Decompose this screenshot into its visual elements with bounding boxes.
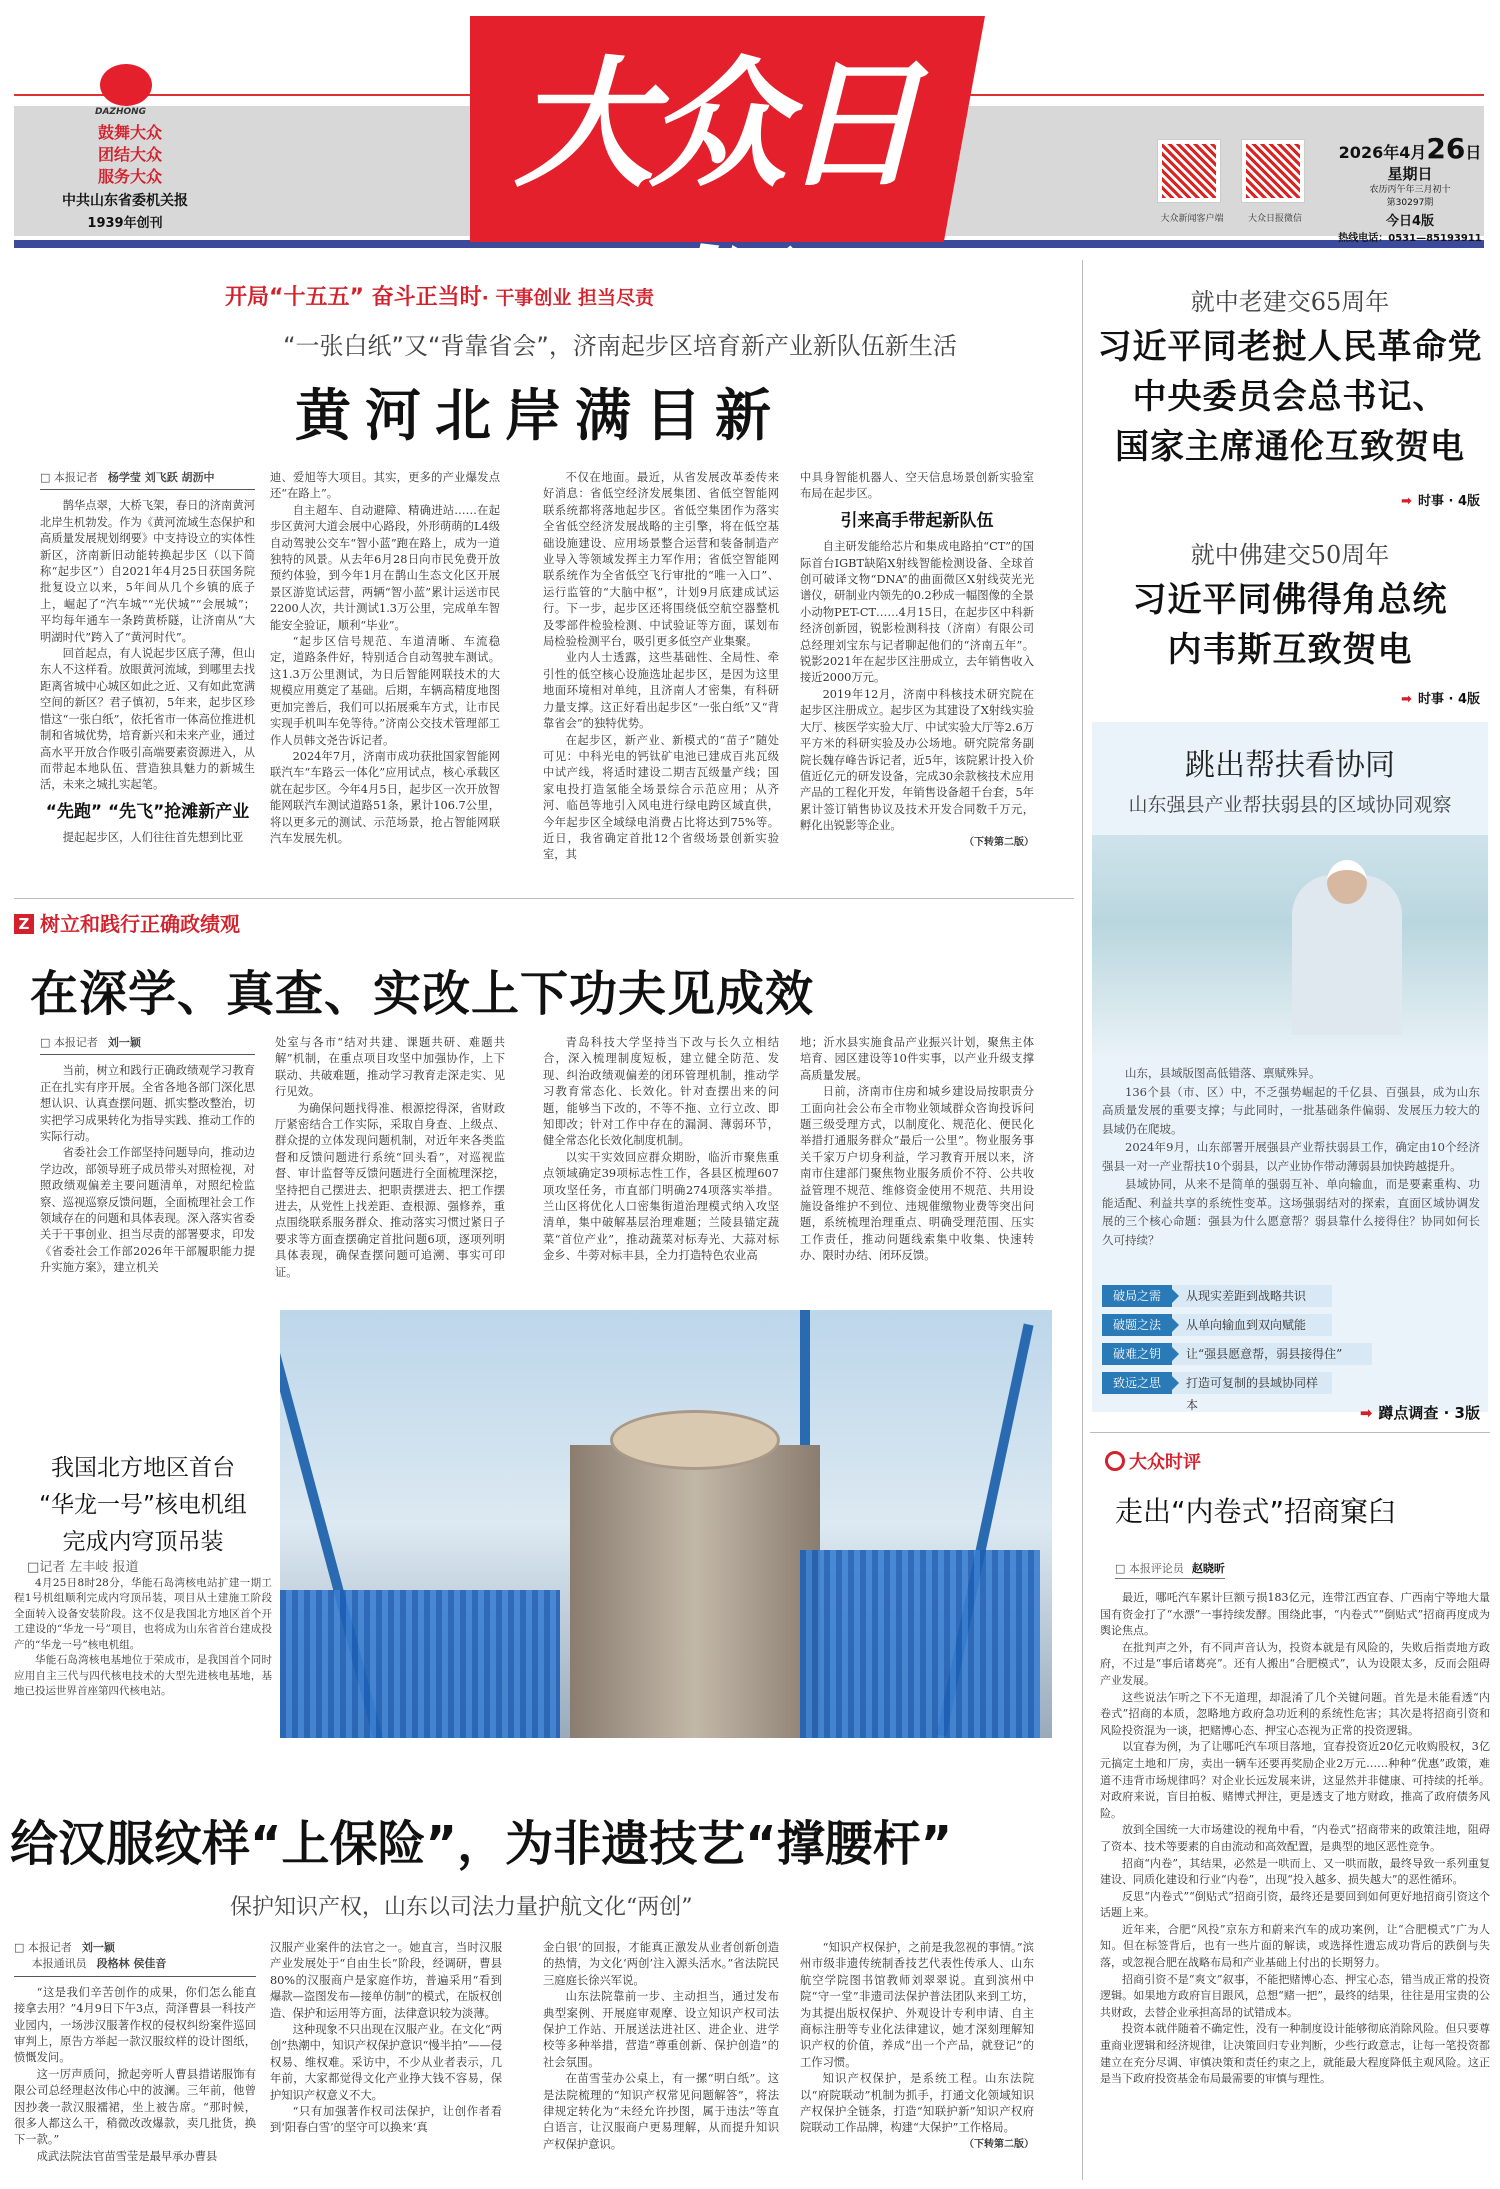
clock-icon	[1105, 1451, 1125, 1471]
feature-title[interactable]: 跳出帮扶看协同	[1185, 748, 1395, 783]
feature-text	[1102, 1064, 1480, 1249]
paragraph: “只有加强著作权司法保护，让创作者看到‘阳春白雪’的坚守可以换来‘真	[270, 2105, 502, 2135]
paragraph: 最近，哪吒汽车累计巨额亏损183亿元，连带江西宜春、广西南宁等地大量国有资金打了“水漂”一事持续发酵。围绕此事，“内卷式”“倒贴式”招商再度成为舆论焦点。	[1100, 1591, 1490, 1638]
commentary-byline: □ 本报评论员 赵晓昕	[1115, 1560, 1225, 1579]
reactor-dome	[610, 1410, 780, 1470]
lead-column-3	[543, 470, 779, 890]
paragraph: “这是我们辛苦创作的成果，你们怎么能直接拿去用？”4月9日下午3点，菏泽曹县一科技产业园内，一场涉汉服著作权的侵权纠纷案件巡回审判上，原告方举起一款汉服纹样的设计图纸，愤慨发问。	[14, 1985, 256, 2065]
paragraph: 业内人士透露，这些基础性、全局性、牵引性的低空核心设施选址起步区，是因为这里地面环境相对单纯，且济南人才密集，有科研力量支撑。这正好看出起步区“一张白纸”又“背靠省会”的独特优势。	[543, 651, 779, 731]
paragraph: 青岛科技大学坚持当下改与长久立相结合，深入梳理制度短板，建立健全防范、发现、纠治政绩观偏差的闭环管理机制，推动学习教育常态化、长效化。针对查摆出来的问题，能够当下改的，不等不拖、立行立改、即知即改；针对工作中存在的漏洞、薄弱环节，健全常态化长效化制度机制。	[543, 1036, 779, 1148]
paragraph: 县域协同，从来不是简单的强弱互补、单向输血，而是要素重构、功能适配、利益共享的系统性变革。这场强弱结对的探索，直面区域协调发展的三个核心命题：强县为什么愿意帮？弱县靠什么接得住？协同如何长久可持续？	[1102, 1177, 1480, 1247]
nuclear-article	[14, 1560, 272, 1700]
paragraph: 山东法院靠前一步、主动担当，通过发布典型案例、开展庭审观摩、设立知识产权司法保护工作站、开展送法进社区、进企业、进学校等多种举措，营造“尊重创新、保护创造”的社会氛围。	[543, 1990, 779, 2069]
slogan-2: 团结大众	[97, 145, 162, 164]
story1-jump-link[interactable]: ➡ 时事 · 4版	[1401, 494, 1480, 509]
paragraph: 2019年12月，济南中科核技术研究院在起步区注册成立。起步区为其建设了X射线实验大厅、核医学实验大厅、中试实验大厅等2.6万平方米的科研实验及办公场地。研究院常务副院长魏存峰告诉记者，近5年，该院累计投入价值近亿元的研发设备，完成30余款核技术应用产品的工程化开发，年销售设备超千台套，5年累计签订销售协议及技术开发合同数千万元，孵化出锐影等企业。	[800, 687, 1034, 833]
dateline	[1330, 132, 1490, 244]
lead-column-4	[800, 470, 1034, 890]
tag-value: 从现实差距到战略共识	[1172, 1285, 1332, 1307]
tag-key: 破局之需	[1102, 1285, 1172, 1307]
commentary-title[interactable]: 走出“内卷式”招商窠臼	[1115, 1495, 1397, 1528]
paragraph: 以实干实效回应群众期盼，临沂市聚焦重点领域确定39项标志性工作，各县区梳理607项攻坚任务，市直部门明确274项落实举措。兰山区将优化人口密集街道治理模式纳入攻坚清单，集中破解基层治理难题；兰陵县锚定蔬菜“首位产业”，推动蔬菜对标寿光、大蒜对标金乡、牛蒡对标丰县，全力打造特色农业高	[543, 1150, 779, 1263]
column-divider	[1082, 260, 1083, 2180]
arrow-right-icon: ➡	[1401, 494, 1412, 509]
section3-column-1	[14, 1940, 256, 2180]
paragraph: 招商“内卷”，其结果，必然是一哄而上、又一哄而散，最终导致一系列重复建设、同质化建设和行业“内卷”，出现“投入越多、损失越大”的恶性循环。	[1100, 1856, 1490, 1887]
paragraph: 近年来，合肥“风投”京东方和蔚来汽车的成功案例，让“合肥模式”广为人知。但在标签背后，也有一些片面的解读，或选择性遗忘成功背后的跌倒与失落，或忽视合肥在战略布局和产业基础上付出的长期努力。	[1100, 1922, 1490, 1970]
paragraph: 在起步区，新产业、新模式的“苗子”随处可见：中科光电的钙钛矿电池已建成百兆瓦级中试产线，将适时建设二期吉瓦级量产线；国家电投打造氢能全场景综合示范应用；从齐河、临邑等地引入风电进行绿电跨区域直供，今年起步区全域绿电消费占比将达到75%等。近日，我省确定首批12个省级场景创新实验室，其	[543, 733, 779, 862]
paragraph: 鹊华点翠，大桥飞架，春日的济南黄河北岸生机勃发。作为《黄河流域生态保护和高质量发展规划纲要》中支持设立的实体性新区，济南新旧动能转换起步区（以下简称“起步区”）自2021年4月25日获国务院批复设立以来，5年间从几个乡镇的底子上，崛起了“汽车城”“光伏城”“会展城”；平均每年通车一条跨黄桥隧，让济南从“大明湖时代”跨入了“黄河时代”。	[40, 499, 255, 644]
story2-jump-link[interactable]: ➡ 时事 · 4版	[1401, 692, 1480, 707]
slogan-3: 服务大众	[97, 167, 162, 186]
feature-tag-row	[1102, 1343, 1372, 1365]
qr-label-wechat: 大众日报微信	[1247, 214, 1302, 224]
paragraph: 投资本就伴随着不确定性，没有一种制度设计能够彻底消除风险。但只要尊重商业逻辑和经济规律，让决策回归专业判断，少些行政意志，让每一笔投资都建立在充分尽调、审慎决策和责任约束之上，就能最大程度降低主观风险。这正是当下政府投资基金布局最需要的审慎与理性。	[1100, 2022, 1490, 2086]
paragraph: 自主超车、自动避障、精确进站……在起步区黄河大道会展中心路段，外形萌萌的L4级自动驾驶公交车“智小蓝”跑在路上，成为一道独特的风景。从去年6月28日向市民免费开放预约体验，到今年1月在鹊山生态文化区开展景区游览试运营，两辆“智小蓝”累计运送市民2200人次，共计测试1.3万公里，完成单车智能安全验证，顺利“毕业”。	[270, 503, 500, 632]
section3-column-2	[270, 1940, 502, 2180]
paragraph: 放到全国统一大市场建设的视角中看，“内卷式”招商带来的政策洼地，阻碍了资本、技术等要素的自由流动和高效配置，是典型的地区恶性竞争。	[1100, 1823, 1490, 1853]
paragraph: 当前，树立和践行正确政绩观学习教育正在扎实有序开展。全省各地各部门深化思想认识、认真查摆问题、抓实整改整治，切实把学习成果转化为指导实践、推动工作的实际行动。	[40, 1064, 255, 1144]
section3-subhead: 保护知识产权，山东以司法力量护航文化“两创”	[230, 1895, 693, 1920]
paragraph: 不仅在地面。最近，从省发展改革委传来好消息：省低空经济发展集团、省低空智能网联系统都将落地起步区。省低空集团作为落实全省低空经济发展战略的主引擎，将在低空基础设施建设、应用场景整合运营和装备制造产业导入等领域发挥主力军作用；省低空智能网联系统作为全省低空飞行审批的“唯一入口”、运行监管的“大脑中枢”，计划9月底建成试运行。下一步，起步区还将围绕低空航空器整机及零部件检验检测、中试验证等方面，谋划布局检验检测平台，吸引更多低空产业集聚。	[543, 471, 779, 649]
tag-value: 打造可复制的县域协同样本	[1172, 1372, 1332, 1394]
paragraph: 地；沂水县实施食品产业振兴计划，聚焦主体培育、园区建设等10件实事，以产业升级支撑高质量发展。	[800, 1036, 1034, 1082]
paragraph: 在苗雪莹办公桌上，有一摞“明白纸”。这是法院梳理的“知识产权常见问题解答”，将法律规定转化为“未经允许抄图，属于违法”等直白语言，让汉服商户更易理解，从而提升知识产权保护意识。	[543, 2072, 779, 2151]
paragraph: 山东，县域版图高低错落、禀赋殊异。	[1125, 1066, 1321, 1080]
paragraph: 2024年9月，山东部署开展强县产业帮扶弱县工作，确定由10个经济强县一对一产业帮扶10个弱县，以产业协作带动薄弱县加快跨越提升。	[1102, 1140, 1480, 1173]
slogan-1: 鼓舞大众	[97, 123, 162, 142]
story2-headline[interactable]: 习近平同佛得角总统 内韦斯互致贺电	[1132, 580, 1448, 670]
paragraph: 日前，济南市住房和城乡建设局按职责分工面向社会公布全市物业领域群众咨询投诉问题三级受理方式，以制度化、规范化、便民化举措打通服务群众“最后一公里”。物业服务事关千家万户切身利益，学习教育开展以来，济南市住建部门聚焦物业服务质价不符、公共收益管理不规范、维修资金使用不规范、共用设施设备维护不到位、违规催缴物业费等突出问题，系统梳理治理重点、明确受理范围、压实工作责任，推动问题线索集中收集、快速转办、限时办结、闭环反馈。	[800, 1085, 1034, 1263]
lead-column-1	[40, 470, 255, 890]
paragraph: 金白银’的回报，才能真正激发从业者创新创造的热情，为文化‘两创’注入源头活水。”省法院民三庭庭长徐兴军说。	[543, 1941, 779, 1987]
paragraph: 为确保问题找得准、根源挖得深，省财政厅紧密结合工作实际，采取自身查、上级点、群众提的立体发现问题机制，对近年来各类监督和反馈问题进行系统“回头看”，对巡视监督、审计监督等反馈问题进行全面梳理深挖，坚持把自己摆进去、把职责摆进去、把工作摆进去，从党性上找差距、查根源、强修养，重点围绕联系服务群众、推动落实习惯过紧日子要求等方面查摆确定首批问题6项，逐项列明具体表现，确保查摆问题可追溯、事实可印证。	[275, 1101, 505, 1279]
nuclear-headline[interactable]: 我国北方地区首台 “华龙一号”核电机组 完成内穹顶吊装	[39, 1455, 247, 1555]
tag-value: 让“强县愿意帮，弱县接得住”	[1172, 1343, 1372, 1365]
dazhong-logo-icon	[100, 64, 152, 106]
paragraph: 这种现象不只出现在汉服产业。在文化“两创”热潮中，知识产权保护意识“慢半拍”——侵权易、维权难。采访中，不少从业者表示，几年前，大家都觉得文化产业挣大钱不容易，保护知识产权意义不大。	[270, 2023, 502, 2102]
section3-byline: □ 本报记者 刘一颖 本报通讯员 段格林 侯佳音	[14, 1940, 256, 1977]
commentary-text	[1100, 1590, 1490, 2088]
feature-tag-row	[1102, 1314, 1332, 1336]
section2-column-1	[40, 1035, 255, 1295]
paragraph: 自主研发能给芯片和集成电路拍“CT”的国际首台IGBT缺陷X射线智能检测设备、全球首创可破译文物“DNA”的曲面微区X射线荧光光谱仪，研制业内领先的0.2秒成一幅图像的全景小动物PET-CT……4月15日，在起步区中科新经济创新园，锐影检测科技（济南）有限公司总经理刘宝东与记者聊起他们的“济南五年”。锐影2021年在起步区注册成立，去年销售收入接近2000万元。	[800, 540, 1034, 685]
paragraph: 这一厉声质问，掀起旁听人曹县措诺服饰有限公司总经理赵汝伟心中的波澜。三年前，他曾因抄袭一款汉服襦裙，坐上被告席。“那时候，很多人都这么干，稍微改改爆款，卖几批货，换下一款。”	[14, 2067, 256, 2147]
paragraph: “知识产权保护，之前是我忽视的事情。”滨州市级非遗传统制香技艺代表性传承人、山东航空学院图书馆教师刘翠翠说。直到滨州中院“守一堂”非遗司法保护普法团队来到工坊，为其提出版权保护、外观设计专利申请、自主商标注册等专业化法律建议，她才深刻理解知识产权的价值，养成“出一个产品，就登记”的工作习惯。	[800, 1941, 1034, 2069]
story1-headline[interactable]: 习近平同老挝人民革命党 中央委员会总书记、 国家主席通伦互致贺电	[1097, 327, 1483, 467]
section2-headline[interactable]: 在深学、真查、实改上下功夫见成效	[30, 966, 815, 1022]
continued-note[interactable]: （下转第二版）	[964, 836, 1034, 848]
paragraph: 招商引资不是“爽文”叙事，不能把赌博心态、押宝心态，错当成正常的投资逻辑。如果地方政府盲目跟风，总想“赌一把”，最终的结果，往往是用宝贵的公共财政，去替企业承担高昂的试错成本。	[1100, 1972, 1490, 2019]
feature-tag-row	[1102, 1372, 1332, 1412]
paragraph: 2024年7月，济南市成功获批国家智能网联汽车“车路云一体化”应用试点，核心承载区就在起步区。今年4月5日，起步区一次开放智能网联汽车测试道路51条，累计106.7公里，将以更多元的测试、示范场景，抢占智能网联汽车发展先机。	[270, 749, 500, 845]
paragraph: 处室与各市“结对共建、课题共研、难题共解”机制，在重点项目攻坚中加强协作，上下联动、共破难题，推动学习教育走深走实、见行见效。	[275, 1036, 505, 1099]
feature-subtitle: 山东强县产业帮扶弱县的区域协同观察	[1128, 794, 1452, 816]
section2-column-2	[275, 1035, 505, 1295]
paragraph: 反思“内卷式”“倒贴式”招商引资，最终还是要回到如何更好地招商引资这个话题上来。	[1100, 1889, 1490, 1920]
feature-jump-link[interactable]: ➡ 蹲点调查 · 3版	[1359, 1404, 1480, 1422]
paragraph: 这些说法乍听之下不无道理，却混淆了几个关键问题。首先是未能看透“内卷式”招商的本质，忽略地方政府急功近利的系统性危害；其次是将招商引资和风险投资混为一谈，把赌博心态、押宝心态视为正常的投资逻辑。	[1100, 1690, 1490, 1737]
qr-code-icon[interactable]	[1242, 140, 1304, 202]
section2-byline: □ 本报记者 刘一颖	[40, 1035, 255, 1055]
worker-head	[1327, 860, 1367, 904]
lunar-date: 农历丙午年三月初十	[1369, 185, 1451, 195]
feature-tag-row	[1102, 1285, 1332, 1307]
paragraph: 成武法院法官苗雪莹是最早承办曹县	[36, 2149, 218, 2163]
section3-column-3	[543, 1940, 779, 2180]
reactor-building	[570, 1445, 820, 1738]
section3-headline[interactable]: 给汉服纹样“上保险”，为非遗技艺“撑腰杆”	[10, 1816, 953, 1872]
story2-kicker: 就中佛建交50周年	[1190, 541, 1390, 569]
nuclear-plant-photo[interactable]	[280, 1310, 1052, 1738]
lead-section-head-2: 引来高手带起新队伍	[840, 510, 994, 531]
paragraph: 回首起点，有人说起步区底子薄，但山东人不这样看。放眼黄河流域，到哪里去找距离省城中心城区如此之近、又有如此宽满空间的新区？君子慎初，5年来，起步区珍惜这“一张白纸”，依托省市一体高位推进机制和省城优势，培育新兴和未来产业，通过高水平开放合作吸引高端要素资源进入，从而带起本地队伍、营造独具魅力的新城生活，未来之城扎实起笔。	[40, 647, 255, 792]
paragraph: 省委社会工作部坚持问题导向，推动边学边改，部领导班子成员带头对照检视，对照政绩观偏差主要问题清单，对照纪检监察、巡视巡察反馈问题，全面梳理社会工作领域存在的问题和具体表现。深入落实省委关于干事创业、担当尽责的部署要求，印发《省委社会工作部2026年干部履职能力提升实施方案》，建立机关	[40, 1146, 255, 1275]
continued-note[interactable]: （下转第二版）	[964, 2138, 1034, 2150]
founded-label: 1939年创刊	[87, 216, 163, 231]
organ-label: 中共山东省委机关报	[62, 193, 188, 209]
paragraph: 知识产权保护，是系统工程。山东法院以“府院联动”机制为抓手，打通文化领域知识产权保护全链条，打造“知联护新”知识产权府院联动工作品牌，构建“大保护”工作格局。	[800, 2072, 1034, 2135]
logo-wordmark: DAZHONG	[95, 107, 147, 117]
lead-byline: □ 本报记者 杨学莹 刘飞跃 胡沥中	[40, 470, 255, 490]
paragraph: 迪、爱旭等大项目。其实，更多的产业爆发点还“在路上”。	[270, 471, 500, 501]
paragraph: 中具身智能机器人、空天信息场景创新实验室布局在起步区。	[800, 471, 1034, 501]
arrow-right-icon: ➡	[1359, 1404, 1373, 1422]
paragraph: 在批判声之外，有不同声音认为，投资本就是有风险的，失败后指责地方政府，不过是“事后诸葛亮”。还有人搬出“合肥模式”，认为设限太多，反而会阻碍产业发展。	[1100, 1640, 1490, 1687]
section-logo-icon: Z	[14, 914, 34, 934]
divider	[14, 898, 1074, 899]
issue-number: 第30297期	[1386, 198, 1434, 208]
factory-worker-photo[interactable]	[1092, 835, 1488, 1055]
arrow-right-icon: ➡	[1401, 692, 1412, 707]
paragraph: 4月25日8时28分，华能石岛湾核电站扩建一期工程1号机组顺利完成内穹顶吊装，项目从土建施工阶段全面转入设备安装阶段。这不仅是我国北方地区首个开工建设的“华龙一号”项目，也将成为山东省首台建成投产的“华龙一号”核电机组。	[14, 1576, 272, 1651]
nuclear-byline: □记者 左丰岐 报道	[27, 1560, 139, 1575]
section2-column-4	[800, 1035, 1034, 1295]
paragraph: “起步区信号规范、车道清晰、车流稳定，道路条件好，特别适合自动驾驶车测试。这1.3万公里测试，为日后智能网联技术的大规模应用奠定了基础。后期，车辆高精度地图更加完善后，我们可以拓展乘车方式，让市民实现手机叫车免等待。”济南公交技术管理部工作人员韩文尧告诉记者。	[270, 635, 500, 747]
qr-code-icon[interactable]	[1158, 140, 1220, 202]
commentary-logo: 大众时评	[1105, 1448, 1201, 1474]
lead-column-2	[270, 470, 500, 890]
newspaper-title: 大众日报	[513, 43, 916, 397]
weekday: 星期日	[1387, 165, 1433, 183]
scaffolding	[280, 1590, 560, 1738]
section-tag: Z 树立和践行正确政绩观	[14, 908, 240, 937]
tag-value: 从单向输血到双向赋能	[1172, 1314, 1332, 1336]
section3-column-4	[800, 1940, 1034, 2180]
lead-kicker: 开局“十五五” 奋斗正当时· 干事创业 担当尽责	[225, 285, 655, 310]
paragraph: 汉服产业案件的法官之一。她直言，当时汉服产业发展处于“自由生长”阶段，经调研，曹县80%的汉服商户是家庭作坊，普遍采用“看到爆款—盗图发布—接单仿制”的模式，在版权创造、保护和运用等方面，法律意识较为淡薄。	[270, 1941, 502, 2020]
hotline: 热线电话：0531—85193911	[1338, 233, 1482, 244]
paragraph: 136个县（市、区）中，不乏强势崛起的千亿县、百强县，成为山东高质量发展的重要支撑；与此同时，一批基础条件偏弱、发展压力较大的县域仍在爬坡。	[1102, 1084, 1480, 1136]
paragraph: 华能石岛湾核电基地位于荣成市，是我国首个同时应用自主三代与四代核电技术的大型先进核电基地，基地已投运世界首座第四代核电站。	[14, 1654, 272, 1697]
story1-kicker: 就中老建交65周年	[1190, 288, 1390, 316]
scaffolding	[800, 1550, 1040, 1738]
tag-key: 致远之思	[1102, 1372, 1172, 1394]
tag-key: 破题之法	[1102, 1314, 1172, 1336]
page-count: 今日4版	[1385, 214, 1435, 229]
lead-subhead: “一张白纸”又“背靠省会”，济南起步区培育新产业新队伍新生活	[283, 332, 957, 360]
paragraph: 提起起步区，人们往往首先想到比亚	[62, 831, 244, 845]
section2-column-3	[543, 1035, 779, 1295]
date: 2026年4月26日	[1338, 132, 1482, 165]
lead-headline[interactable]: 黄河北岸满目新	[295, 384, 785, 449]
divider	[1090, 1432, 1490, 1433]
paragraph: 以宜春为例，为了让哪吒汽车项目落地，宜春投资近20亿元收购股权，3亿元搞定土地和厂房，卖出一辆车还要再奖励企业2万元……种种“优惠”政策，难道不违背市场规律吗？对企业长远发展来讲，这显然并非健康、可持续的托举。对政府来说，盲目拍板、赌博式押注，更是透支了地方财政，推高了政府债务风险。	[1100, 1740, 1490, 1820]
tag-key: 破难之钥	[1102, 1343, 1172, 1365]
lead-section-head-1: “先跑” “先飞”抢滩新产业	[45, 801, 250, 822]
qr-label-app: 大众新闻客户端	[1160, 214, 1224, 224]
